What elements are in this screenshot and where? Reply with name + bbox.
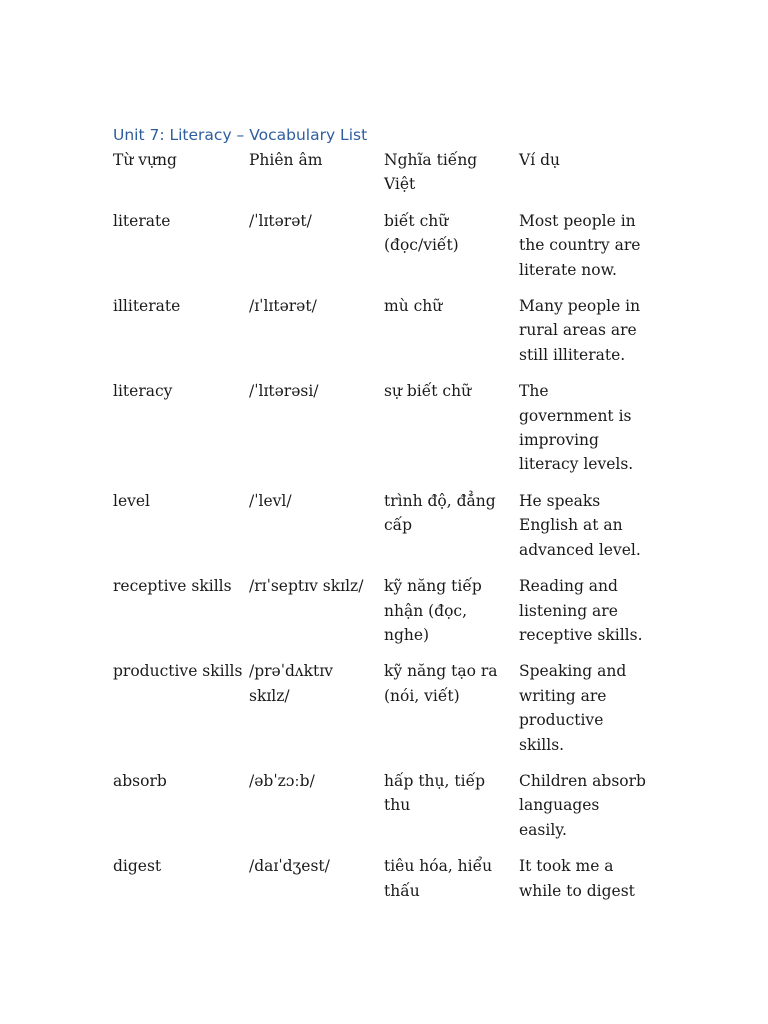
header-ipa: Phiên âm	[249, 151, 323, 169]
cell-example	[519, 294, 653, 379]
cell-example	[519, 769, 653, 854]
word-text: level	[113, 491, 151, 510]
word-text: productive skills	[113, 662, 243, 681]
cell-meaning	[384, 379, 519, 489]
table-header-row	[113, 148, 653, 209]
cell-word	[113, 489, 249, 574]
example-text: It took me a while to digest	[519, 857, 635, 900]
document-page	[113, 124, 673, 915]
header-meaning: Nghĩa tiếng Việt	[384, 151, 478, 194]
meaning-text: sự biết chữ	[384, 382, 472, 401]
meaning-text: hấp thụ, tiếp thu	[384, 771, 486, 815]
meaning-text: mù chữ	[384, 297, 443, 316]
cell-word	[113, 294, 249, 379]
example-text: Most people in the country are literate now.	[519, 211, 641, 279]
cell-word	[113, 379, 249, 489]
cell-word	[113, 209, 249, 294]
example-text: He speaks English at an advanced level.	[519, 491, 641, 559]
ipa-text: /daɪˈdʒest/	[249, 857, 330, 876]
cell-meaning	[384, 574, 519, 659]
cell-meaning	[384, 294, 519, 379]
table-row	[113, 294, 653, 379]
cell-example	[519, 209, 653, 294]
meaning-text: biết chữ (đọc/viết)	[384, 211, 459, 255]
cell-word	[113, 574, 249, 659]
cell-example	[519, 379, 653, 489]
cell-meaning	[384, 489, 519, 574]
cell-ipa	[249, 209, 384, 294]
table-row	[113, 854, 653, 915]
word-text: digest	[113, 857, 162, 876]
header-word: Từ vựng	[113, 151, 177, 169]
meaning-text: kỹ năng tiếp nhận (đọc, nghe)	[384, 577, 482, 644]
meaning-text: tiêu hóa, hiểu thấu	[384, 857, 493, 900]
cell-word	[113, 854, 249, 915]
table-row	[113, 769, 653, 854]
cell-ipa	[249, 294, 384, 379]
cell-word	[113, 769, 249, 854]
word-text: receptive skills	[113, 577, 232, 596]
table-row	[113, 574, 653, 659]
example-text: Many people in rural areas are still illiterate.	[519, 297, 641, 364]
word-text: illiterate	[113, 297, 181, 316]
word-text: absorb	[113, 771, 167, 790]
cell-meaning	[384, 659, 519, 769]
example-text: Speaking and writing are productive skills.	[519, 662, 627, 754]
cell-ipa	[249, 659, 384, 769]
table-row	[113, 659, 653, 769]
cell-ipa	[249, 769, 384, 854]
cell-ipa	[249, 379, 384, 489]
cell-ipa	[249, 854, 384, 915]
ipa-text: /ˈlevl/	[249, 491, 292, 510]
example-text: Children absorb languages easily.	[519, 771, 646, 839]
cell-example	[519, 489, 653, 574]
page-title: Unit 7: Literacy – Vocabulary List	[113, 126, 368, 144]
table-row	[113, 489, 653, 574]
cell-word	[113, 659, 249, 769]
cell-example	[519, 574, 653, 659]
header-example: Ví dụ	[519, 151, 560, 169]
word-text: literate	[113, 211, 171, 230]
word-text: literacy	[113, 382, 173, 401]
ipa-text: /prəˈdʌktɪv skɪlz/	[249, 662, 334, 705]
example-text: Reading and listening are receptive skills.	[519, 577, 643, 644]
cell-meaning	[384, 854, 519, 915]
table-row	[113, 209, 653, 294]
meaning-text: trình độ, đẳng cấp	[384, 491, 496, 535]
ipa-text: /ˈlɪtərət/	[249, 211, 312, 230]
cell-meaning	[384, 209, 519, 294]
table-row	[113, 379, 653, 489]
cell-meaning	[384, 769, 519, 854]
cell-ipa	[249, 574, 384, 659]
meaning-text: kỹ năng tạo ra (nói, viết)	[384, 662, 498, 705]
example-text: The government is improving literacy levels.	[519, 382, 634, 474]
ipa-text: /ˈlɪtərəsi/	[249, 382, 319, 401]
cell-ipa	[249, 489, 384, 574]
ipa-text: /rɪˈseptɪv skɪlz/	[249, 577, 364, 596]
ipa-text: /əbˈzɔːb/	[249, 771, 315, 790]
cell-example	[519, 659, 653, 769]
ipa-text: /ɪˈlɪtərət/	[249, 297, 317, 316]
vocabulary-table	[113, 148, 653, 915]
cell-example	[519, 854, 653, 915]
